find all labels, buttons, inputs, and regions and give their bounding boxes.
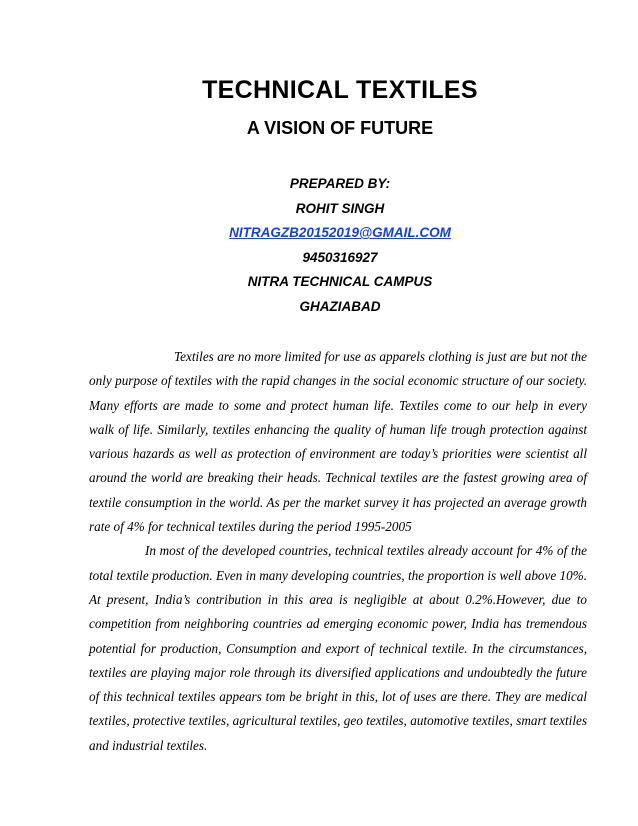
email-link[interactable]: NITRAGZB20152019@GMAIL.COM — [229, 225, 451, 240]
city-name: GHAZIABAD — [299, 298, 381, 314]
institution-name: NITRA TECHNICAL CAMPUS — [247, 274, 433, 289]
author-name: ROHIT SINGH — [295, 200, 385, 216]
document-body — [89, 345, 587, 758]
paragraph-intro: Textiles are no more limited for use as apparels clothing is just are but not the only purpose of textiles with the rapid changes in the social economic structure of our society. Many efforts are made to some and protect human life. Textiles come to our help in every walk of life. Similarly, textiles enhancing the quality of human life trough protection against various hazards as well as protection of environment are today’s priorities were scientist all around the world are breaking their heads. Technical textiles are the fastest growing area of textile consumption in the world. As per the market survey it has projected an average growth rate of 4% for technical textiles during the period 1995-2005 — [89, 349, 587, 535]
prepared-by-label: PREPARED BY: — [289, 176, 391, 191]
phone-number: 9450316927 — [302, 249, 378, 265]
paragraph-developed-countries: In most of the developed countries, technical textiles already account for 4% of the total textile production. Even in many developing countries, the proportion is well above 10%. At present, India’s contribution in this area is negligible at about 0.2%.However, due to competition from neighboring countries ad emerging economic power, India has tremendous potential for production, Consumption and export of technical textile. In the circumstances, textiles are playing major role through its diversified applications and undoubtedly the future of this technical textiles appears tom be bright in this, lot of uses are there. They are medical textiles, protective textiles, agricultural textiles, geo textiles, automotive textiles, smart textiles and industrial textiles. — [89, 543, 587, 753]
document-title: TECHNICAL TEXTILES — [202, 76, 478, 104]
author-info-block — [0, 172, 638, 319]
document-subtitle: A VISION OF FUTURE — [246, 118, 434, 138]
